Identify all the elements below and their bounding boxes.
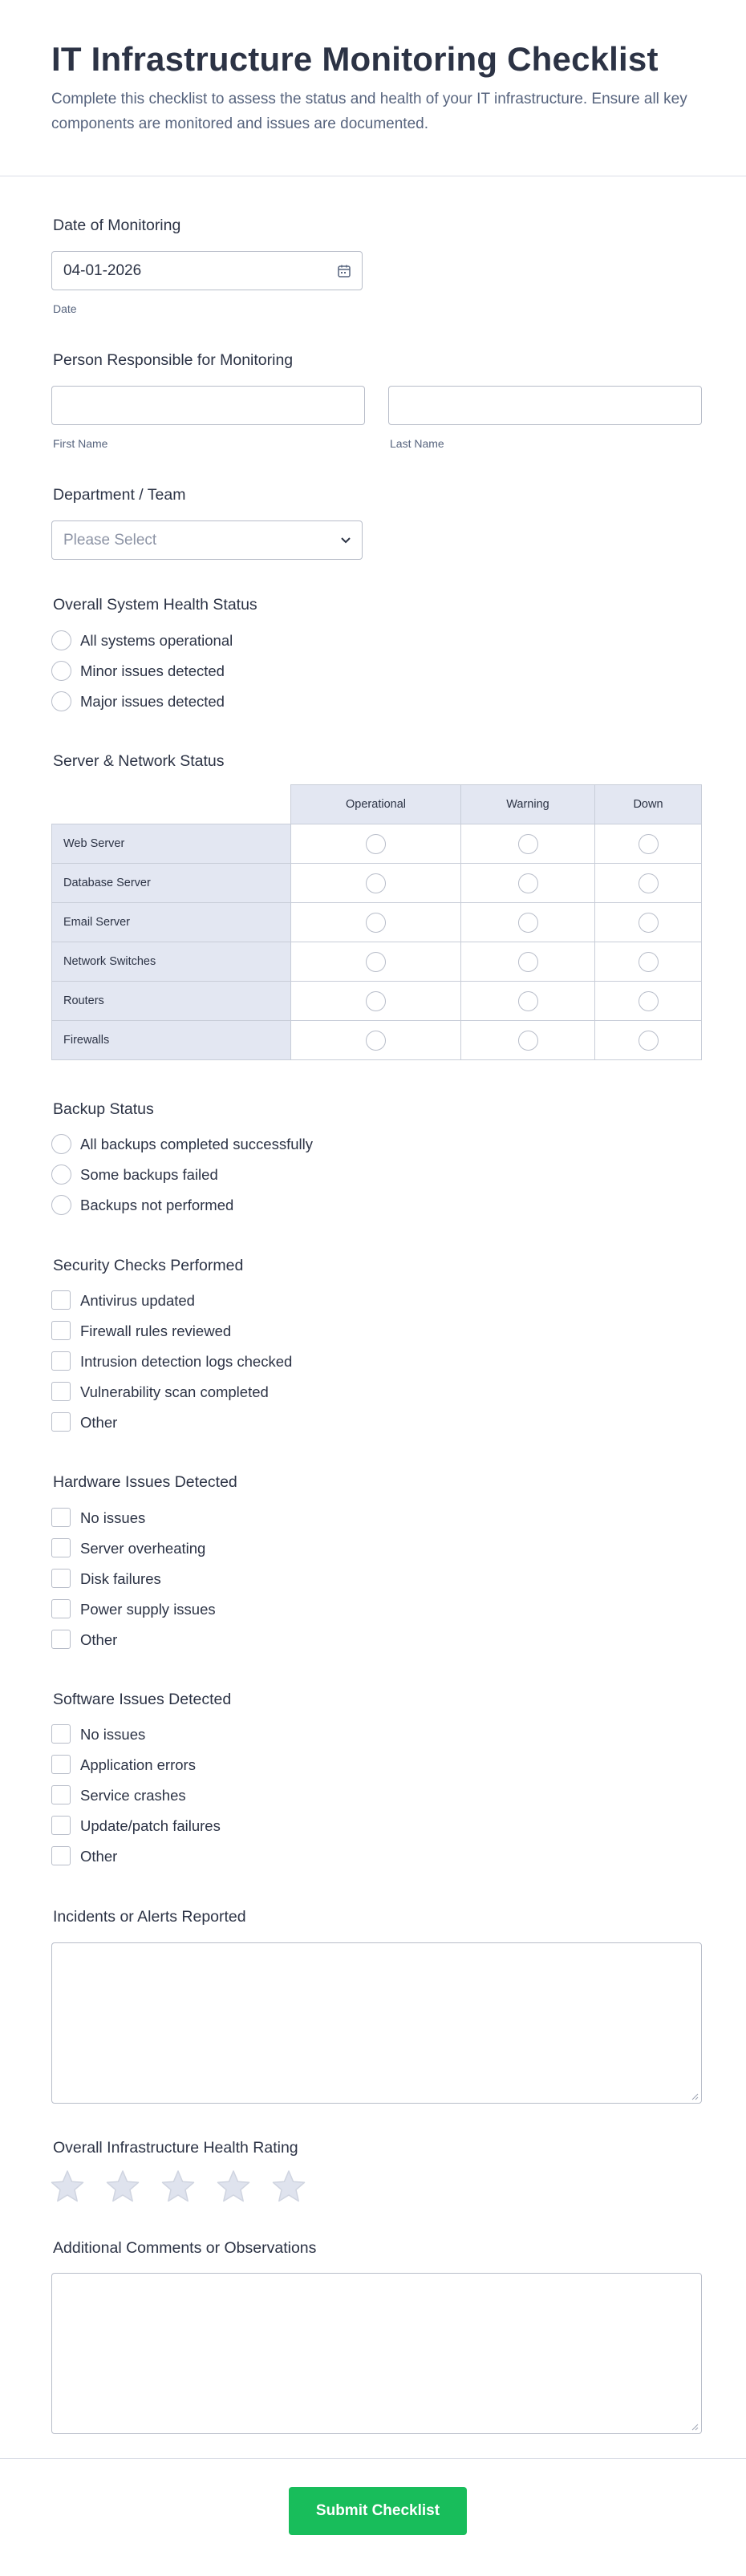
matrix-row [52, 864, 702, 903]
comments-textarea[interactable] [51, 2273, 702, 2434]
health-status-label: Overall System Health Status [53, 596, 257, 614]
page-title: IT Infrastructure Monitoring Checklist [51, 40, 659, 78]
radio-button[interactable] [51, 1164, 71, 1185]
matrix-radio[interactable] [639, 834, 659, 854]
incidents-label: Incidents or Alerts Reported [53, 1908, 246, 1926]
department-select[interactable] [51, 520, 363, 560]
chevron-down-icon [340, 536, 351, 545]
radio-button[interactable] [51, 1195, 71, 1215]
checkbox[interactable] [51, 1569, 71, 1588]
matrix-row-label: Firewalls [52, 1021, 291, 1060]
matrix-row-label: Web Server [52, 824, 291, 864]
matrix-radio[interactable] [518, 991, 538, 1011]
page-subtitle: Complete this checklist to assess the status and health of your IT infrastructure. Ensure all key components are monitored and issues are documented. [51, 91, 687, 132]
matrix-radio[interactable] [518, 1031, 538, 1051]
server-status-label: Server & Network Status [53, 752, 225, 770]
matrix-row [52, 824, 702, 864]
person-label: Person Responsible for Monitoring [53, 351, 294, 369]
first-name-sublabel: First Name [53, 437, 108, 450]
matrix-radio[interactable] [366, 991, 386, 1011]
department-placeholder: Please Select [63, 532, 157, 549]
star-icon[interactable] [105, 2169, 140, 2204]
security-label: Security Checks Performed [53, 1257, 244, 1274]
submit-button[interactable]: Submit Checklist [289, 2487, 467, 2535]
date-value: 04-01-2026 [63, 262, 142, 279]
radio-button[interactable] [51, 630, 71, 650]
matrix-row-label: Network Switches [52, 942, 291, 982]
last-name-input[interactable] [388, 386, 702, 425]
footer-divider [0, 2458, 746, 2459]
star-icon[interactable] [271, 2169, 306, 2204]
matrix-column-header: Operational [291, 785, 461, 824]
checkbox[interactable] [51, 1846, 71, 1865]
matrix-radio[interactable] [366, 952, 386, 972]
radio-button[interactable] [51, 1134, 71, 1154]
matrix-column-header: Warning [461, 785, 595, 824]
matrix-radio[interactable] [366, 913, 386, 933]
star-icon[interactable] [50, 2169, 85, 2204]
checkbox[interactable] [51, 1599, 71, 1618]
calendar-icon[interactable] [337, 264, 351, 278]
date-sublabel: Date [53, 302, 77, 315]
server-status-matrix [51, 784, 702, 1060]
checkbox[interactable] [51, 1508, 71, 1527]
matrix-row [52, 942, 702, 982]
star-icon[interactable] [216, 2169, 251, 2204]
checkbox[interactable] [51, 1724, 71, 1744]
first-name-input[interactable] [51, 386, 365, 425]
matrix-radio[interactable] [639, 1031, 659, 1051]
matrix-column-header: Down [595, 785, 702, 824]
matrix-radio[interactable] [639, 873, 659, 893]
checkbox[interactable] [51, 1755, 71, 1774]
checkbox[interactable] [51, 1351, 71, 1371]
checkbox[interactable] [51, 1290, 71, 1310]
checkbox[interactable] [51, 1630, 71, 1649]
resize-grip-icon[interactable] [691, 2423, 699, 2431]
matrix-radio[interactable] [639, 952, 659, 972]
software-label: Software Issues Detected [53, 1691, 232, 1708]
date-label: Date of Monitoring [53, 217, 181, 234]
resize-grip-icon[interactable] [691, 2092, 699, 2100]
matrix-row-label: Email Server [52, 903, 291, 942]
star-icon[interactable] [160, 2169, 196, 2204]
rating-label: Overall Infrastructure Health Rating [53, 2139, 298, 2157]
department-label: Department / Team [53, 486, 186, 504]
hardware-label: Hardware Issues Detected [53, 1473, 237, 1491]
matrix-row-label: Database Server [52, 864, 291, 903]
date-input[interactable] [51, 251, 363, 290]
checkbox[interactable] [51, 1538, 71, 1557]
last-name-sublabel: Last Name [390, 437, 444, 450]
checkbox[interactable] [51, 1321, 71, 1340]
radio-button[interactable] [51, 661, 71, 681]
checkbox[interactable] [51, 1382, 71, 1401]
matrix-radio[interactable] [518, 873, 538, 893]
radio-button[interactable] [51, 691, 71, 711]
matrix-radio[interactable] [366, 834, 386, 854]
checkbox[interactable] [51, 1816, 71, 1835]
matrix-radio[interactable] [366, 1031, 386, 1051]
matrix-row [52, 1021, 702, 1060]
matrix-radio[interactable] [518, 952, 538, 972]
incidents-textarea[interactable] [51, 1942, 702, 2104]
matrix-row-label: Routers [52, 982, 291, 1021]
checkbox[interactable] [51, 1412, 71, 1432]
comments-label: Additional Comments or Observations [53, 2239, 317, 2257]
matrix-row [52, 903, 702, 942]
matrix-radio[interactable] [366, 873, 386, 893]
form-header [0, 0, 746, 176]
backup-label: Backup Status [53, 1100, 154, 1118]
checkbox[interactable] [51, 1785, 71, 1804]
matrix-radio[interactable] [639, 991, 659, 1011]
matrix-row [52, 982, 702, 1021]
matrix-radio[interactable] [518, 913, 538, 933]
matrix-radio[interactable] [518, 834, 538, 854]
matrix-radio[interactable] [639, 913, 659, 933]
